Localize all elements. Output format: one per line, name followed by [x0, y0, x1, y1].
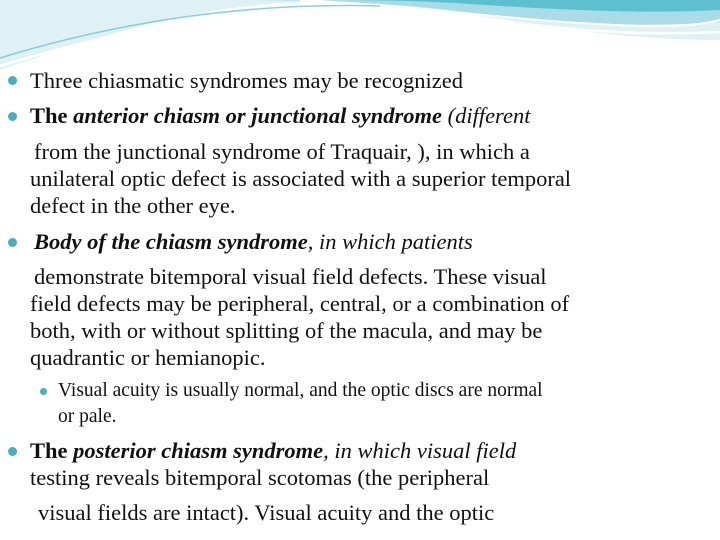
bullet-2-term: anterior chiasm or junctional syndrome [73, 103, 442, 128]
bullet-4-lead: The [30, 438, 68, 463]
bullet-3-heading [34, 229, 473, 255]
bullet-4-term: posterior chiasm syndrome [73, 438, 324, 463]
bullet-dot-icon [8, 112, 17, 121]
bullet-2-line-3: defect in the other eye. [30, 193, 236, 218]
bullet-3-line-1: demonstrate bitemporal visual field defects. These visual [34, 264, 547, 289]
bullet-dot-icon [8, 447, 17, 456]
bullet-3-term: Body of the chiasm syndrome [34, 229, 308, 254]
bullet-dot-icon [8, 76, 17, 85]
bullet-dot-icon [8, 238, 17, 247]
sub-bullet-dot-icon [40, 388, 47, 395]
bullet-4-rest: , in which visual field [323, 438, 517, 463]
bullet-2-paren: (different [447, 103, 531, 128]
bullet-4-line-2: visual fields are intact). Visual acuity and the optic [38, 500, 495, 525]
bullet-3-line-2: field defects may be peripheral, central, or a combination of [30, 291, 570, 316]
bullet-3-line-3: both, with or without splitting of the macula, and may be [30, 318, 543, 343]
bullet-4-heading [30, 438, 516, 464]
sub-bullet-line-2: or pale. [58, 406, 117, 427]
sub-bullet-line-1: Visual acuity is usually normal, and the optic discs are normal [58, 380, 543, 401]
bullet-4-line-1: testing reveals bitemporal scotomas (the peripheral [30, 465, 490, 490]
bullet-1-text: Three chiasmatic syndromes may be recognized [30, 68, 463, 93]
bullet-3-line-4: quadrantic or hemianopic. [30, 345, 266, 370]
bullet-3-rest: , in which patients [307, 229, 473, 254]
bullet-2-line-2: unilateral optic defect is associated with a superior temporal [30, 166, 572, 191]
bullet-2-line-1: from the junctional syndrome of Traquair, ), in which a [34, 139, 530, 164]
bullet-2-lead: The [30, 103, 68, 128]
bullet-2-heading [30, 103, 530, 129]
